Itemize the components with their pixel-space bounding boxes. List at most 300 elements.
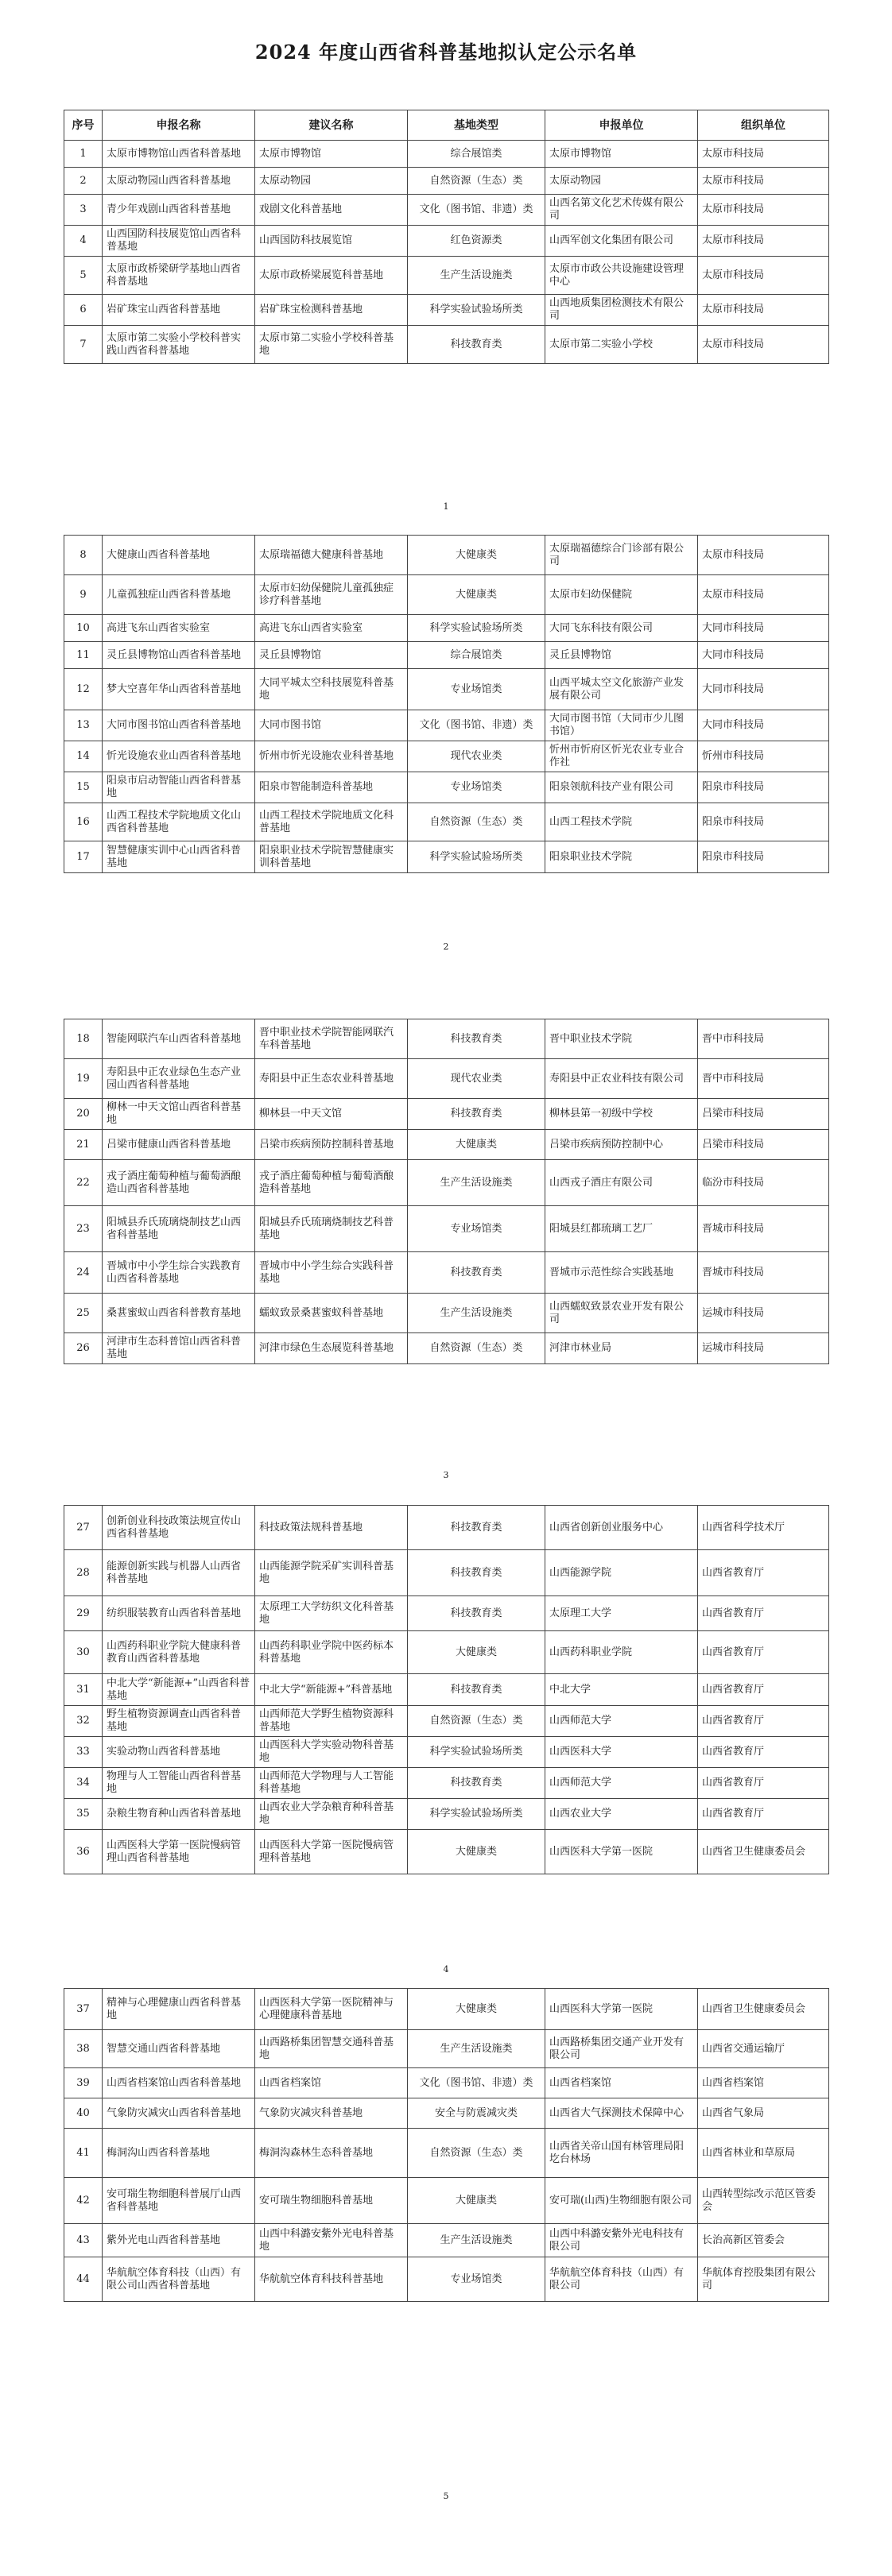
row-apply-name: 智慧交通山西省科普基地: [103, 2030, 255, 2068]
row-suggested-name: 山西省档案馆: [255, 2068, 408, 2098]
row-apply-name: 智慧健康实训中心山西省科普基地: [103, 841, 255, 873]
row-applicant: 山西医科大学: [545, 1737, 698, 1768]
list-table-page-5: [64, 1988, 829, 2302]
row-organizer: 长治高新区管委会: [698, 2224, 829, 2257]
row-suggested-name: 戎子酒庄葡萄种植与葡萄酒酿造科普基地: [255, 1160, 408, 1206]
row-suggested-name: 柳林县一中天文馆: [255, 1099, 408, 1130]
table-row: [64, 326, 829, 364]
row-applicant: 山西戎子酒庄有限公司: [545, 1160, 698, 1206]
row-index: 8: [64, 536, 103, 575]
row-organizer: 山西省教育厅: [698, 1596, 829, 1631]
row-applicant: 太原市第二实验小学校: [545, 326, 698, 364]
row-organizer: 晋中市科技局: [698, 1019, 829, 1059]
row-base-type: 生产生活设施类: [408, 2224, 545, 2257]
row-applicant: 华航航空体育科技（山西）有限公司: [545, 2257, 698, 2302]
row-suggested-name: 科技政策法规科普基地: [255, 1506, 408, 1550]
row-base-type: 综合展馆类: [408, 141, 545, 168]
row-suggested-name: 太原市政桥梁展览科普基地: [255, 257, 408, 295]
row-base-type: 科学实验试验场所类: [408, 841, 545, 873]
row-applicant: 太原瑞福德综合门诊部有限公司: [545, 536, 698, 575]
row-organizer: 华航体育控股集团有限公司: [698, 2257, 829, 2302]
list-table-page-3: [64, 1019, 829, 1364]
table-header-row: [64, 110, 829, 141]
row-suggested-name: 灵丘县博物馆: [255, 642, 408, 669]
row-apply-name: 梦大空喜年华山西省科普基地: [103, 669, 255, 710]
document-title: 2024 年度山西省科普基地拟认定公示名单: [254, 41, 638, 64]
row-applicant: 大同市图书馆（大同市少儿图书馆）: [545, 710, 698, 741]
row-index: 28: [64, 1550, 103, 1596]
row-index: 19: [64, 1059, 103, 1099]
row-apply-name: 灵丘县博物馆山西省科普基地: [103, 642, 255, 669]
row-index: 30: [64, 1631, 103, 1674]
row-index: 22: [64, 1160, 103, 1206]
row-apply-name: 儿童孤独症山西省科普基地: [103, 575, 255, 615]
table-row: [64, 1130, 829, 1160]
row-apply-name: 山西药科职业学院大健康科普教育山西省科普基地: [103, 1631, 255, 1674]
row-base-type: 科技教育类: [408, 1252, 545, 1294]
table-row: [64, 195, 829, 226]
row-apply-name: 寿阳县中正农业绿色生态产业园山西省科普基地: [103, 1059, 255, 1099]
row-apply-name: 实验动物山西省科普基地: [103, 1737, 255, 1768]
header-index: 序号: [64, 110, 103, 141]
row-index: 25: [64, 1294, 103, 1333]
table-row: [64, 1830, 829, 1874]
row-organizer: 运城市科技局: [698, 1294, 829, 1333]
row-base-type: 现代农业类: [408, 741, 545, 772]
row-organizer: 山西省教育厅: [698, 1737, 829, 1768]
header-base-type: 基地类型: [408, 110, 545, 141]
row-applicant: 山西省档案馆: [545, 2068, 698, 2098]
row-organizer: 山西省教育厅: [698, 1799, 829, 1830]
row-organizer: 山西省气象局: [698, 2098, 829, 2129]
row-suggested-name: 山西药科职业学院中医药标本科普基地: [255, 1631, 408, 1674]
row-base-type: 科技教育类: [408, 1550, 545, 1596]
row-applicant: 太原市博物馆: [545, 141, 698, 168]
row-index: 9: [64, 575, 103, 615]
page-number: 4: [443, 1964, 449, 1975]
row-applicant: 山西路桥集团交通产业开发有限公司: [545, 2030, 698, 2068]
row-suggested-name: 山西国防科技展览馆: [255, 226, 408, 257]
row-base-type: 生产生活设施类: [408, 257, 545, 295]
row-base-type: 科学实验试验场所类: [408, 295, 545, 326]
row-suggested-name: 阳城县乔氏琉璃烧制技艺科普基地: [255, 1206, 408, 1252]
row-base-type: 大健康类: [408, 1130, 545, 1160]
row-applicant: 山西省关帝山国有林管理局阳圪台林场: [545, 2129, 698, 2178]
table-row: [64, 1059, 829, 1099]
row-suggested-name: 山西路桥集团智慧交通科普基地: [255, 2030, 408, 2068]
row-suggested-name: 晋中职业技术学院智能网联汽车科普基地: [255, 1019, 408, 1059]
row-applicant: 太原动物园: [545, 168, 698, 195]
row-base-type: 科技教育类: [408, 1506, 545, 1550]
row-index: 11: [64, 642, 103, 669]
row-apply-name: 太原动物园山西省科普基地: [103, 168, 255, 195]
header-suggested-name: 建议名称: [255, 110, 408, 141]
row-index: 16: [64, 803, 103, 841]
row-organizer: 太原市科技局: [698, 575, 829, 615]
row-index: 24: [64, 1252, 103, 1294]
row-organizer: 大同市科技局: [698, 642, 829, 669]
row-suggested-name: 华航航空体育科技科普基地: [255, 2257, 408, 2302]
table-row: [64, 1019, 829, 1059]
header-apply-name: 申报名称: [103, 110, 255, 141]
table-row: [64, 710, 829, 741]
row-suggested-name: 阳泉职业技术学院智慧健康实训科普基地: [255, 841, 408, 873]
table-row: [64, 295, 829, 326]
row-suggested-name: 山西农业大学杂粮育种科普基地: [255, 1799, 408, 1830]
table-row: [64, 2257, 829, 2302]
table-row: [64, 1206, 829, 1252]
row-apply-name: 柳林一中天文馆山西省科普基地: [103, 1099, 255, 1130]
row-organizer: 吕梁市科技局: [698, 1130, 829, 1160]
row-organizer: 太原市科技局: [698, 257, 829, 295]
row-index: 36: [64, 1830, 103, 1874]
row-organizer: 山西省教育厅: [698, 1550, 829, 1596]
row-apply-name: 精神与心理健康山西省科普基地: [103, 1989, 255, 2030]
row-suggested-name: 太原瑞福德大健康科普基地: [255, 536, 408, 575]
row-base-type: 专业场馆类: [408, 669, 545, 710]
row-apply-name: 忻光设施农业山西省科普基地: [103, 741, 255, 772]
row-suggested-name: 山西医科大学第一医院慢病管理科普基地: [255, 1830, 408, 1874]
row-base-type: 科学实验试验场所类: [408, 1737, 545, 1768]
table-row: [64, 1550, 829, 1596]
row-organizer: 晋城市科技局: [698, 1206, 829, 1252]
page-number: 1: [443, 501, 449, 512]
row-organizer: 太原市科技局: [698, 168, 829, 195]
table-row: [64, 841, 829, 873]
row-index: 15: [64, 772, 103, 803]
row-index: 12: [64, 669, 103, 710]
row-base-type: 专业场馆类: [408, 1206, 545, 1252]
row-suggested-name: 气象防灾减灾科普基地: [255, 2098, 408, 2129]
page-number: 3: [443, 1470, 449, 1480]
table-row: [64, 1099, 829, 1130]
row-applicant: 安可瑞(山西)生物细胞有限公司: [545, 2178, 698, 2224]
table-row: [64, 1333, 829, 1364]
row-organizer: 大同市科技局: [698, 669, 829, 710]
table-row: [64, 1252, 829, 1294]
row-applicant: 吕梁市疾病预防控制中心: [545, 1130, 698, 1160]
row-organizer: 太原市科技局: [698, 226, 829, 257]
row-apply-name: 梅洞沟山西省科普基地: [103, 2129, 255, 2178]
table-row: [64, 1506, 829, 1550]
row-index: 44: [64, 2257, 103, 2302]
row-base-type: 专业场馆类: [408, 2257, 545, 2302]
row-apply-name: 山西医科大学第一医院慢病管理山西省科普基地: [103, 1830, 255, 1874]
row-suggested-name: 山西师范大学野生植物资源科普基地: [255, 1706, 408, 1737]
row-organizer: 山西省卫生健康委员会: [698, 1989, 829, 2030]
row-base-type: 自然资源（生态）类: [408, 168, 545, 195]
row-suggested-name: 梅洞沟森林生态科普基地: [255, 2129, 408, 2178]
row-suggested-name: 山西医科大学第一医院精神与心理健康科普基地: [255, 1989, 408, 2030]
table-row: [64, 2224, 829, 2257]
table-row: [64, 2068, 829, 2098]
table-row: [64, 669, 829, 710]
row-suggested-name: 大同市图书馆: [255, 710, 408, 741]
row-applicant: 阳泉职业技术学院: [545, 841, 698, 873]
list-table-page-4: [64, 1505, 829, 1874]
row-applicant: 山西地质集团检测技术有限公司: [545, 295, 698, 326]
row-index: 5: [64, 257, 103, 295]
row-applicant: 山西中科潞安紫外光电科技有限公司: [545, 2224, 698, 2257]
row-index: 27: [64, 1506, 103, 1550]
row-index: 31: [64, 1674, 103, 1706]
row-suggested-name: 河津市绿色生态展览科普基地: [255, 1333, 408, 1364]
row-suggested-name: 蠕蚁致景桑葚蜜蚁科普基地: [255, 1294, 408, 1333]
row-index: 35: [64, 1799, 103, 1830]
row-apply-name: 纺织服装教育山西省科普基地: [103, 1596, 255, 1631]
row-index: 40: [64, 2098, 103, 2129]
table-row: [64, 1706, 829, 1737]
row-suggested-name: 安可瑞生物细胞科普基地: [255, 2178, 408, 2224]
table-row: [64, 257, 829, 295]
row-index: 26: [64, 1333, 103, 1364]
row-organizer: 太原市科技局: [698, 195, 829, 226]
row-index: 33: [64, 1737, 103, 1768]
row-index: 3: [64, 195, 103, 226]
row-index: 39: [64, 2068, 103, 2098]
row-suggested-name: 阳泉市智能制造科普基地: [255, 772, 408, 803]
row-organizer: 山西省教育厅: [698, 1674, 829, 1706]
row-base-type: 自然资源（生态）类: [408, 1706, 545, 1737]
header-organizer: 组织单位: [698, 110, 829, 141]
row-applicant: 阳城县红都琉璃工艺厂: [545, 1206, 698, 1252]
row-suggested-name: 山西师范大学物理与人工智能科普基地: [255, 1768, 408, 1799]
row-index: 18: [64, 1019, 103, 1059]
row-suggested-name: 太原市博物馆: [255, 141, 408, 168]
row-applicant: 太原市市政公共设施建设管理中心: [545, 257, 698, 295]
row-applicant: 太原理工大学: [545, 1596, 698, 1631]
row-apply-name: 岩矿珠宝山西省科普基地: [103, 295, 255, 326]
page-number: 2: [443, 942, 449, 952]
row-base-type: 综合展馆类: [408, 642, 545, 669]
row-organizer: 太原市科技局: [698, 141, 829, 168]
row-index: 20: [64, 1099, 103, 1130]
row-organizer: 运城市科技局: [698, 1333, 829, 1364]
row-apply-name: 安可瑞生物细胞科普展厅山西省科普基地: [103, 2178, 255, 2224]
row-base-type: 红色资源类: [408, 226, 545, 257]
table-row: [64, 1737, 829, 1768]
row-organizer: 山西转型综改示范区管委会: [698, 2178, 829, 2224]
row-apply-name: 物理与人工智能山西省科普基地: [103, 1768, 255, 1799]
row-apply-name: 智能网联汽车山西省科普基地: [103, 1019, 255, 1059]
row-applicant: 晋城市示范性综合实践基地: [545, 1252, 698, 1294]
row-organizer: 大同市科技局: [698, 615, 829, 642]
row-organizer: 临汾市科技局: [698, 1160, 829, 1206]
row-suggested-name: 太原动物园: [255, 168, 408, 195]
row-suggested-name: 晋城市中小学生综合实践科普基地: [255, 1252, 408, 1294]
row-base-type: 大健康类: [408, 2178, 545, 2224]
row-apply-name: 山西省档案馆山西省科普基地: [103, 2068, 255, 2098]
row-index: 7: [64, 326, 103, 364]
row-organizer: 太原市科技局: [698, 295, 829, 326]
row-base-type: 科技教育类: [408, 1674, 545, 1706]
row-organizer: 阳泉市科技局: [698, 772, 829, 803]
row-applicant: 河津市林业局: [545, 1333, 698, 1364]
row-apply-name: 戎子酒庄葡萄种植与葡萄酒酿造山西省科普基地: [103, 1160, 255, 1206]
row-applicant: 忻州市忻府区忻光农业专业合作社: [545, 741, 698, 772]
row-applicant: 山西名第文化艺术传媒有限公司: [545, 195, 698, 226]
row-base-type: 生产生活设施类: [408, 1160, 545, 1206]
row-organizer: 大同市科技局: [698, 710, 829, 741]
row-apply-name: 大健康山西省科普基地: [103, 536, 255, 575]
row-organizer: 山西省林业和草原局: [698, 2129, 829, 2178]
row-suggested-name: 太原市第二实验小学校科普基地: [255, 326, 408, 364]
table-row: [64, 536, 829, 575]
row-index: 10: [64, 615, 103, 642]
row-organizer: 太原市科技局: [698, 536, 829, 575]
row-applicant: 山西省创新创业服务中心: [545, 1506, 698, 1550]
row-suggested-name: 中北大学“新能源+”科普基地: [255, 1674, 408, 1706]
row-organizer: 山西省科学技术厅: [698, 1506, 829, 1550]
row-applicant: 山西平城太空文化旅游产业发展有限公司: [545, 669, 698, 710]
row-suggested-name: 山西中科潞安紫外光电科普基地: [255, 2224, 408, 2257]
row-base-type: 生产生活设施类: [408, 1294, 545, 1333]
row-suggested-name: 吕梁市疾病预防控制科普基地: [255, 1130, 408, 1160]
page-number: 5: [443, 2491, 449, 2501]
table-row: [64, 803, 829, 841]
row-base-type: 科技教育类: [408, 1019, 545, 1059]
row-applicant: 山西医科大学第一医院: [545, 1989, 698, 2030]
row-suggested-name: 忻州市忻光设施农业科普基地: [255, 741, 408, 772]
row-index: 37: [64, 1989, 103, 2030]
row-apply-name: 阳城县乔氏琉璃烧制技艺山西省科普基地: [103, 1206, 255, 1252]
row-base-type: 大健康类: [408, 1830, 545, 1874]
row-applicant: 中北大学: [545, 1674, 698, 1706]
row-base-type: 大健康类: [408, 1631, 545, 1674]
row-base-type: 大健康类: [408, 1989, 545, 2030]
row-index: 21: [64, 1130, 103, 1160]
table-row: [64, 772, 829, 803]
row-applicant: 太原市妇幼保健院: [545, 575, 698, 615]
row-apply-name: 山西工程技术学院地质文化山西省科普基地: [103, 803, 255, 841]
row-base-type: 自然资源（生态）类: [408, 1333, 545, 1364]
row-suggested-name: 太原市妇幼保健院儿童孤独症诊疗科普基地: [255, 575, 408, 615]
row-applicant: 灵丘县博物馆: [545, 642, 698, 669]
row-apply-name: 吕梁市健康山西省科普基地: [103, 1130, 255, 1160]
row-organizer: 山西省交通运输厅: [698, 2030, 829, 2068]
row-base-type: 文化（图书馆、非遗）类: [408, 710, 545, 741]
row-applicant: 山西工程技术学院: [545, 803, 698, 841]
row-apply-name: 太原市政桥梁研学基地山西省科普基地: [103, 257, 255, 295]
table-row: [64, 2178, 829, 2224]
row-applicant: 山西师范大学: [545, 1706, 698, 1737]
row-base-type: 科学实验试验场所类: [408, 615, 545, 642]
row-base-type: 生产生活设施类: [408, 2030, 545, 2068]
row-apply-name: 山西国防科技展览馆山西省科普基地: [103, 226, 255, 257]
row-suggested-name: 高进飞东山西省实验室: [255, 615, 408, 642]
row-apply-name: 青少年戏剧山西省科普基地: [103, 195, 255, 226]
row-apply-name: 太原市第二实验小学校科普实践山西省科普基地: [103, 326, 255, 364]
row-organizer: 山西省教育厅: [698, 1768, 829, 1799]
table-row: [64, 2030, 829, 2068]
row-apply-name: 能源创新实践与机器人山西省科普基地: [103, 1550, 255, 1596]
row-applicant: 柳林县第一初级中学校: [545, 1099, 698, 1130]
row-base-type: 安全与防震减灾类: [408, 2098, 545, 2129]
row-index: 2: [64, 168, 103, 195]
row-index: 1: [64, 141, 103, 168]
row-suggested-name: 寿阳县中正生态农业科普基地: [255, 1059, 408, 1099]
row-apply-name: 阳泉市启动智能山西省科普基地: [103, 772, 255, 803]
list-table-page-2: [64, 535, 829, 873]
row-suggested-name: 山西医科大学实验动物科普基地: [255, 1737, 408, 1768]
table-row: [64, 1989, 829, 2030]
row-suggested-name: 戏剧文化科普基地: [255, 195, 408, 226]
row-suggested-name: 大同平城太空科技展览科普基地: [255, 669, 408, 710]
row-base-type: 现代农业类: [408, 1059, 545, 1099]
row-applicant: 山西医科大学第一医院: [545, 1830, 698, 1874]
row-index: 23: [64, 1206, 103, 1252]
table-row: [64, 1160, 829, 1206]
row-suggested-name: 太原理工大学纺织文化科普基地: [255, 1596, 408, 1631]
row-apply-name: 大同市图书馆山西省科普基地: [103, 710, 255, 741]
row-organizer: 山西省卫生健康委员会: [698, 1830, 829, 1874]
table-row: [64, 575, 829, 615]
row-apply-name: 创新创业科技政策法规宣传山西省科普基地: [103, 1506, 255, 1550]
row-suggested-name: 岩矿珠宝检测科普基地: [255, 295, 408, 326]
row-base-type: 科技教育类: [408, 1768, 545, 1799]
row-applicant: 山西农业大学: [545, 1799, 698, 1830]
row-organizer: 山西省教育厅: [698, 1631, 829, 1674]
row-applicant: 阳泉领航科技产业有限公司: [545, 772, 698, 803]
row-base-type: 专业场馆类: [408, 772, 545, 803]
row-base-type: 科技教育类: [408, 1596, 545, 1631]
row-index: 32: [64, 1706, 103, 1737]
row-base-type: 文化（图书馆、非遗）类: [408, 2068, 545, 2098]
row-base-type: 科学实验试验场所类: [408, 1799, 545, 1830]
row-base-type: 科技教育类: [408, 326, 545, 364]
row-index: 6: [64, 295, 103, 326]
row-apply-name: 晋城市中小学生综合实践教育山西省科普基地: [103, 1252, 255, 1294]
header-applicant: 申报单位: [545, 110, 698, 141]
row-applicant: 山西药科职业学院: [545, 1631, 698, 1674]
row-apply-name: 中北大学“新能源+”山西省科普基地: [103, 1674, 255, 1706]
row-index: 42: [64, 2178, 103, 2224]
row-applicant: 寿阳县中正农业科技有限公司: [545, 1059, 698, 1099]
table-row: [64, 1674, 829, 1706]
table-row: [64, 1768, 829, 1799]
table-row: [64, 226, 829, 257]
table-row: [64, 615, 829, 642]
row-organizer: 晋城市科技局: [698, 1252, 829, 1294]
row-applicant: 晋中职业技术学院: [545, 1019, 698, 1059]
row-organizer: 吕梁市科技局: [698, 1099, 829, 1130]
row-suggested-name: 山西工程技术学院地质文化科普基地: [255, 803, 408, 841]
row-base-type: 科技教育类: [408, 1099, 545, 1130]
row-applicant: 大同飞东科技有限公司: [545, 615, 698, 642]
row-apply-name: 紫外光电山西省科普基地: [103, 2224, 255, 2257]
row-index: 41: [64, 2129, 103, 2178]
row-index: 13: [64, 710, 103, 741]
row-apply-name: 气象防灾减灾山西省科普基地: [103, 2098, 255, 2129]
row-apply-name: 野生植物资源调查山西省科普基地: [103, 1706, 255, 1737]
row-apply-name: 华航航空体育科技（山西）有限公司山西省科普基地: [103, 2257, 255, 2302]
row-organizer: 阳泉市科技局: [698, 803, 829, 841]
table-row: [64, 1631, 829, 1674]
table-row: [64, 642, 829, 669]
list-table-page-1: [64, 110, 829, 364]
row-apply-name: 河津市生态科普馆山西省科普基地: [103, 1333, 255, 1364]
row-base-type: 自然资源（生态）类: [408, 803, 545, 841]
table-row: [64, 2129, 829, 2178]
row-applicant: 山西蠕蚁致景农业开发有限公司: [545, 1294, 698, 1333]
row-apply-name: 太原市博物馆山西省科普基地: [103, 141, 255, 168]
row-apply-name: 杂粮生物育种山西省科普基地: [103, 1799, 255, 1830]
row-applicant: 山西能源学院: [545, 1550, 698, 1596]
table-row: [64, 2098, 829, 2129]
table-row: [64, 1799, 829, 1830]
table-row: [64, 141, 829, 168]
table-row: [64, 1596, 829, 1631]
